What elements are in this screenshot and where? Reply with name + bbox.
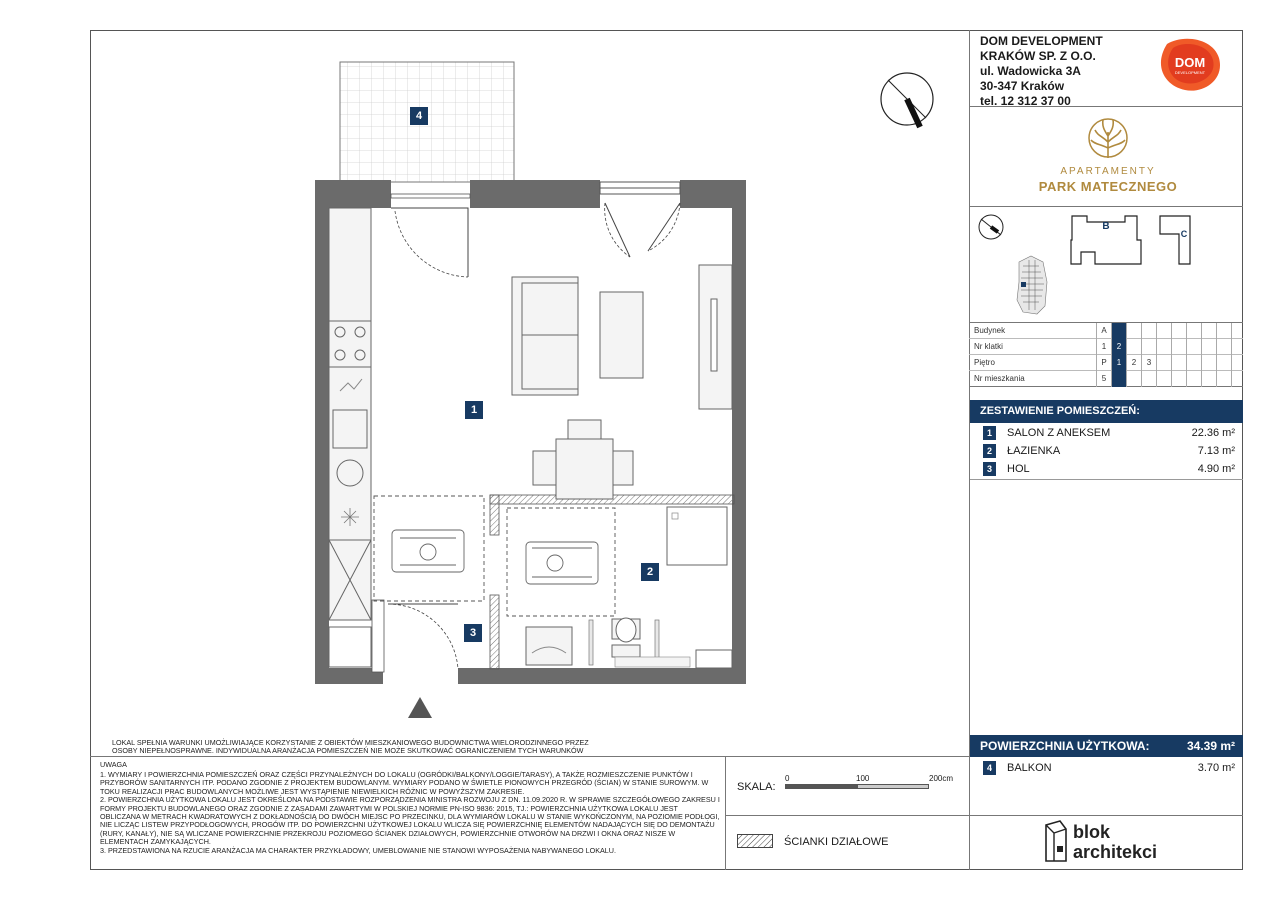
usable-area-label: POWIERZCHNIA UŻYTKOWA: (980, 739, 1150, 753)
location-cell (1111, 323, 1126, 339)
room-tag-2: 2 (641, 563, 659, 581)
location-row-label: Budynek (974, 326, 1006, 335)
location-cell (1186, 323, 1201, 339)
divider (725, 756, 726, 870)
location-cell (1141, 371, 1156, 387)
location-cell: 5 (1096, 371, 1111, 387)
location-cell: 2 (1111, 339, 1126, 355)
location-cell: A (1096, 323, 1111, 339)
divider (969, 206, 1243, 207)
key-plan (975, 210, 1243, 322)
developer-name: DOM DEVELOPMENT (980, 34, 1103, 48)
location-cell (1216, 339, 1231, 355)
developer-company: KRAKÓW SP. Z O.O. (980, 49, 1096, 63)
location-cell (1216, 355, 1231, 371)
divider (90, 756, 969, 757)
room-row (970, 443, 1243, 461)
partition-walls-label: ŚCIANKI DZIAŁOWE (784, 836, 889, 848)
room-area: 4.90 m² (1197, 463, 1235, 475)
room-tag-3: 3 (464, 624, 482, 642)
room-row (970, 461, 1243, 480)
architect-line2: architekci (1073, 842, 1158, 862)
note-item: 3. PRZEDSTAWIONA NA RZUCIE ARANŻACJA MA CHARAKTER PRZYKŁADOWY, UMEBLOWANIE NIE STANOWI WYPOSAŻENIA NABYWANEGO LOKALU. (100, 845, 616, 855)
scale-tick-200: 200cm (929, 774, 954, 783)
location-cell (1216, 323, 1231, 339)
scale-tick-0: 0 (785, 774, 790, 783)
toilet (612, 618, 640, 657)
note-item: 2. POWIERZCHNIA UŻYTKOWA LOKALU JEST OKREŚLONA NA PODSTAWIE ROZPORZĄDZENIA MINISTRA ROZWOJU Z DN. 11.09.2020 R. W SPRAWIE SZCZEGÓŁOWEGO ZAKRESU I FORMY PROJEKTU BUDOWLANEGO ORAZ ZGODNIE Z ZASADAMI ZAWARTYMI W POLSKIEJ NORMIE PN-ISO 9836: 2015, TJ.: POWIERZCHNIA UŻYTKOWA LOKALU JEST OBLICZANA W METRACH KWADRATOWYCH Z DOKŁADNOŚCIĄ DO DWÓCH MIEJSC PO PRZECINKU, DLA WYMIARÓW LOKALU W STANIE WYKOŃCZONYM, NA POZIOMIE PODŁOGI, NIE LICZĄC LISTEW PRZYPODŁOGOWYCH, PROGÓW ITP. DO POWIERZCHNI UŻYTKOWEJ LOKALU WLICZA SIĘ POWIERZCHNIĘ ELEMENTÓW NADAJĄCYCH SIĘ DO DEMONTAŻU (RURY, KANAŁY), NIE SĄ WLICZANE POWIERZCHNIE PRZEKROJU POZIOMEGO ŚCIANEK DZIAŁOWYCH, POWIERZCHNIE OTWORÓW NA DRZWI I OKNA ORAZ NISZE W ELEMENTACH ZAMYKAJĄCYCH. (100, 795, 720, 847)
accessibility-note: LOKAL SPEŁNIA WARUNKI UMOŻLIWIAJĄCE KORZYSTANIE Z OBIEKTÓW MIESZKANIOWEGO BUDOWNICTWA WIELORODZINNEGO PRZEZ OSOBY NIEPEŁNOSPRAWNE. INDYWIDUALNA ARANŻACJA POMIESZCZEŃ NIE MOŻE SKUTKOWAĆ OGRANICZENIEM TYCH WARUNKÓW (112, 738, 589, 756)
location-cell: 1 (1111, 355, 1126, 371)
balcony-number: 4 (983, 761, 996, 775)
wheelchair-icon (392, 530, 464, 572)
usable-area-value: 34.39 m² (1186, 739, 1235, 753)
shower (667, 507, 727, 565)
location-cell (1201, 323, 1216, 339)
wheelchair-zone (374, 496, 484, 601)
room-number: 3 (983, 462, 996, 476)
scale-bar-dark (785, 784, 857, 789)
dom-development-logo (1155, 36, 1225, 94)
location-cell: P (1096, 355, 1111, 371)
wheelchair-zone (507, 508, 615, 616)
svg-text:B: B (1102, 221, 1110, 232)
location-cell (1126, 323, 1141, 339)
location-cell (1201, 371, 1216, 387)
usable-area-bar (970, 735, 1243, 757)
tree-icon (1085, 114, 1131, 164)
room-name: HOL (1007, 463, 1030, 475)
svg-text:DEVELOPMENT: DEVELOPMENT (1174, 70, 1206, 75)
room-tag-1: 1 (465, 401, 483, 419)
scale-tick-100: 100 (856, 774, 870, 783)
notes-title: UWAGA (100, 760, 127, 769)
divider (725, 815, 969, 816)
location-cell (1126, 339, 1141, 355)
balcony-name: BALKON (1007, 762, 1052, 774)
balcony-area: 3.70 m² (1197, 762, 1235, 774)
north-compass-icon (878, 72, 938, 132)
location-cell (1231, 355, 1246, 371)
compass-icon-small (979, 215, 1003, 239)
location-cell (1141, 339, 1156, 355)
room-name: ŁAZIENKA (1007, 445, 1061, 457)
divider (969, 815, 1243, 816)
coffee-table (600, 292, 643, 378)
room-number: 2 (983, 444, 996, 458)
location-cell (1156, 371, 1171, 387)
sofa (512, 277, 578, 395)
room-name: SALON Z ANEKSEM (1007, 427, 1111, 439)
svg-text:DOM: DOM (1174, 55, 1206, 70)
location-row-label: Piętro (974, 358, 995, 367)
location-cell (1201, 355, 1216, 371)
project-name-line2: PARK MATECZNEGO (1038, 179, 1178, 194)
blok-architekci-logo-icon (1040, 819, 1070, 865)
svg-text:C: C (1180, 229, 1188, 239)
developer-address (980, 34, 1103, 109)
balcony-door (391, 208, 468, 277)
note-item: 1. WYMIARY I POWIERZCHNIA POMIESZCZEŃ ORAZ CZĘŚCI PRZYNALEŻNYCH DO LOKALU (OGRÓDKI/BALKONY/LOGGIE/TARASY), A TAKŻE ROZMIESZCZENIE PUNKTÓW I PRZYBORÓW SANITARNYCH ITP. PODANO ZGODNIE Z PROJEKTEM BUDOWLANYM. WYMIARY PODANO W ŚWIETLE PIONOWYCH PRZEGRÓD (ŚCIAN) W STANIE SUROWYM. W TOKU REALIZACJI PRAC BUDOWLANYCH MOŻLIWE JEST WYSTĄPIENIE NIEWIELKICH RÓŻNIC W POWYŻSZYM ZAKRESIE. (100, 770, 709, 796)
location-cell (1156, 323, 1171, 339)
location-row-label: Nr klatki (974, 342, 1003, 351)
washbasin (526, 627, 572, 665)
location-cell (1126, 371, 1141, 387)
room-tag-4: 4 (410, 107, 428, 125)
developer-phone: tel. 12 312 37 00 (980, 94, 1071, 108)
kitchen-counter (329, 208, 371, 620)
wheelchair-icon (526, 542, 598, 584)
architect-line1: blok (1073, 822, 1111, 842)
room-row (970, 425, 1243, 443)
location-cell (1171, 355, 1186, 371)
location-cell (1231, 323, 1246, 339)
rooms-header: ZESTAWIENIE POMIESZCZEŃ: (970, 400, 1243, 423)
location-cell (1171, 323, 1186, 339)
location-cell (1216, 371, 1231, 387)
location-cell (1111, 371, 1126, 387)
dining-set (533, 420, 633, 499)
location-cell (1156, 355, 1171, 371)
location-cell (1231, 371, 1246, 387)
location-cell: 2 (1126, 355, 1141, 371)
location-cell (1186, 371, 1201, 387)
scale-label: SKALA: (737, 781, 776, 793)
location-cell (1231, 339, 1246, 355)
room-area: 22.36 m² (1191, 427, 1235, 439)
location-cell (1156, 339, 1171, 355)
room-area: 7.13 m² (1197, 445, 1235, 457)
location-cell: 1 (1096, 339, 1111, 355)
architect-name (1073, 822, 1157, 862)
location-cell (1201, 339, 1216, 355)
developer-street: ul. Wadowicka 3A (980, 64, 1081, 78)
site-mini-plan (1017, 256, 1047, 314)
location-row-label: Nr mieszkania (974, 374, 1025, 383)
notes-list (100, 771, 720, 855)
entrance-arrow-icon (408, 697, 432, 718)
floor-plan (300, 55, 770, 725)
location-cell: 3 (1141, 355, 1156, 371)
location-cell (1171, 371, 1186, 387)
balcony-row (970, 760, 1243, 778)
scale-bar-light (857, 784, 929, 789)
hatch-legend-icon (737, 834, 773, 848)
location-cell (1186, 339, 1201, 355)
project-name-line1: APARTAMENTY (1060, 166, 1156, 177)
location-cell (1186, 355, 1201, 371)
location-cell (1141, 323, 1156, 339)
location-cell (1171, 339, 1186, 355)
developer-city: 30-347 Kraków (980, 79, 1065, 93)
room-number: 1 (983, 426, 996, 440)
building-c-outline (1160, 216, 1190, 264)
